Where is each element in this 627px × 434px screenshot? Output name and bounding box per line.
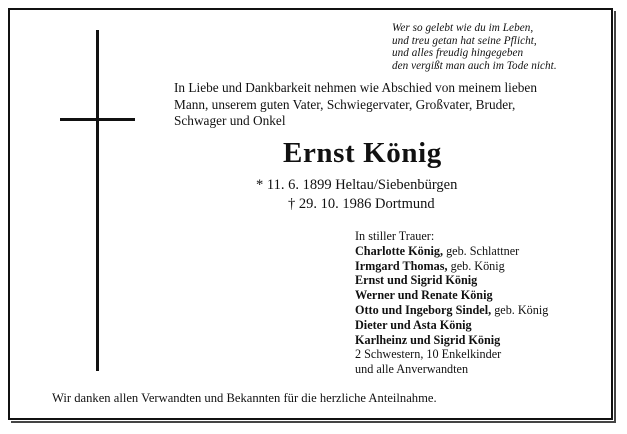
mourner-entry — [355, 288, 610, 303]
cross-icon-vertical-bar — [96, 30, 99, 371]
mourner-name: Ernst und Sigrid König — [355, 273, 478, 288]
mourner-entry — [355, 318, 610, 333]
intro-text — [174, 80, 604, 130]
intro-line: Mann, unserem guten Vater, Schwiegervater, Großvater, Bruder, — [174, 96, 516, 112]
intro-line: In Liebe und Dankbarkeit nehmen wie Abschied von meinem lieben — [174, 80, 537, 95]
mourner-entry — [355, 303, 610, 318]
mourner-name: Otto und Ingeborg Sindel, — [355, 302, 492, 317]
birth-date: * 11. 6. 1899 Heltau/Siebenbürgen — [256, 177, 458, 193]
mourners-extra: 2 Schwestern, 10 Enkelkinder — [355, 347, 502, 362]
mourner-name: Karlheinz und Sigrid König — [355, 332, 501, 347]
poem-line: den vergißt man auch im Tode nicht. — [392, 59, 557, 72]
poem-line: und treu getan hat seine Pflicht, — [392, 34, 537, 47]
mourner-name: Charlotte König, — [355, 243, 444, 258]
mourner-suffix: geb. Schlattner — [443, 243, 520, 258]
deceased-name: Ernst König — [283, 137, 442, 169]
mourners-list — [355, 229, 610, 377]
cross-icon-horizontal-bar — [60, 118, 135, 121]
intro-line: Schwager und Onkel — [174, 113, 286, 129]
poem — [392, 22, 607, 72]
thanks-note: Wir danken allen Verwandten und Bekannten für die herzliche Anteilnahme. — [52, 391, 437, 405]
mourner-entry — [355, 244, 610, 259]
mourner-name: Werner und Renate König — [355, 288, 493, 303]
death-date: † 29. 10. 1986 Dortmund — [288, 196, 435, 212]
poem-line: und alles freudig hingegeben — [392, 47, 524, 59]
mourner-entry — [355, 333, 610, 348]
mourner-suffix: geb. König — [447, 258, 505, 273]
mourner-name: Dieter und Asta König — [355, 317, 472, 332]
poem-line: Wer so gelebt wie du im Leben, — [392, 22, 534, 34]
mourner-entry — [355, 259, 610, 274]
mourner-entry — [355, 273, 610, 288]
mourners-heading: In stiller Trauer: — [355, 229, 435, 243]
mourners-extra: und alle Anverwandten — [355, 362, 469, 377]
mourner-suffix: geb. König — [491, 302, 549, 317]
life-dates — [250, 176, 460, 214]
mourner-name: Irmgard Thomas, — [355, 258, 448, 273]
